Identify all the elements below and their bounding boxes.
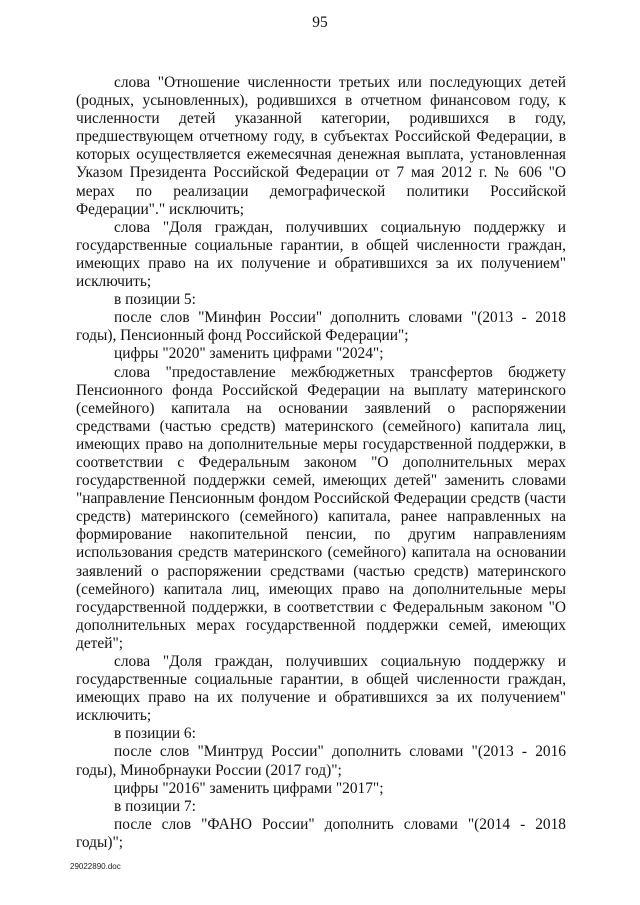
paragraph: слова "Доля граждан, получивших социальную поддержку и государственные социальные гарантии, в общей численности граждан, имеющих право на их получение и обратившихся за их получением" исключить; — [76, 218, 566, 291]
paragraph: после слов "Минфин России" дополнить словами "(2013 - 2018 годы), Пенсионный фонд Российской Федерации"; — [76, 309, 566, 345]
paragraph: цифры "2016" заменить цифрами "2017"; — [114, 779, 384, 797]
paragraph: в позиции 6: — [114, 725, 196, 743]
paragraph: цифры "2020" заменить цифрами "2024"; — [114, 345, 384, 363]
footer-filename: 29022890.doc — [70, 862, 121, 871]
paragraph: слова "Отношение численности третьих или последующих детей (родных, усыновленных), родившихся в отчетном финансовом году, к численности детей указанной категории, родившихся в году, предшествующем отчетному году, в субъектах Российской Федерации, в которых осуществляется ежемесячная денежная выплата, установленная Указом Президента Российской Федерации от 7 мая 2012 г. № 606 "О мерах по реализации демографической политики Российской Федерации"." исключить; — [76, 74, 566, 218]
paragraph: после слов "Минтруд России" дополнить словами "(2013 - 2016 годы), Минобрнауки России (2017 год)"; — [76, 743, 566, 779]
paragraph: в позиции 7: — [114, 797, 196, 815]
page-number: 95 — [312, 14, 328, 31]
paragraph: слова "предоставление межбюджетных трансфертов бюджету Пенсионного фонда Российской Федерации на выплату материнского (семейного) капитала на основании заявлений о распоряжении средствами (частью средств) материнского (семейного) капитала лиц, имеющих право на дополнительные меры государственной поддержки, в соответствии с Федеральным законом "О дополнительных мерах государственной поддержки семей, имеющих детей" заменить словами "направление Пенсионным фондом Российской Федерации средств (части средств) материнского (семейного) капитала, ранее направленных на формирование накопительной пенсии, по другим направлениям использования средств материнского (семейного) капитала на основании заявлений о распоряжении средствами (частью средств) материнского (семейного) капитала лиц, имеющих право на дополнительные меры государственной поддержки, в соответствии с Федеральным законом "О дополнительных мерах государственной поддержки семей, имеющих детей"; — [76, 363, 566, 652]
document-body — [76, 74, 566, 852]
paragraph: в позиции 5: — [114, 291, 196, 309]
paragraph: после слов "ФАНО России" дополнить словами "(2014 - 2018 годы)"; — [76, 815, 566, 851]
paragraph: слова "Доля граждан, получивших социальную поддержку и государственные социальные гарантии, в общей численности граждан, имеющих право на их получение и обратившихся за их получением" исключить; — [76, 653, 566, 725]
